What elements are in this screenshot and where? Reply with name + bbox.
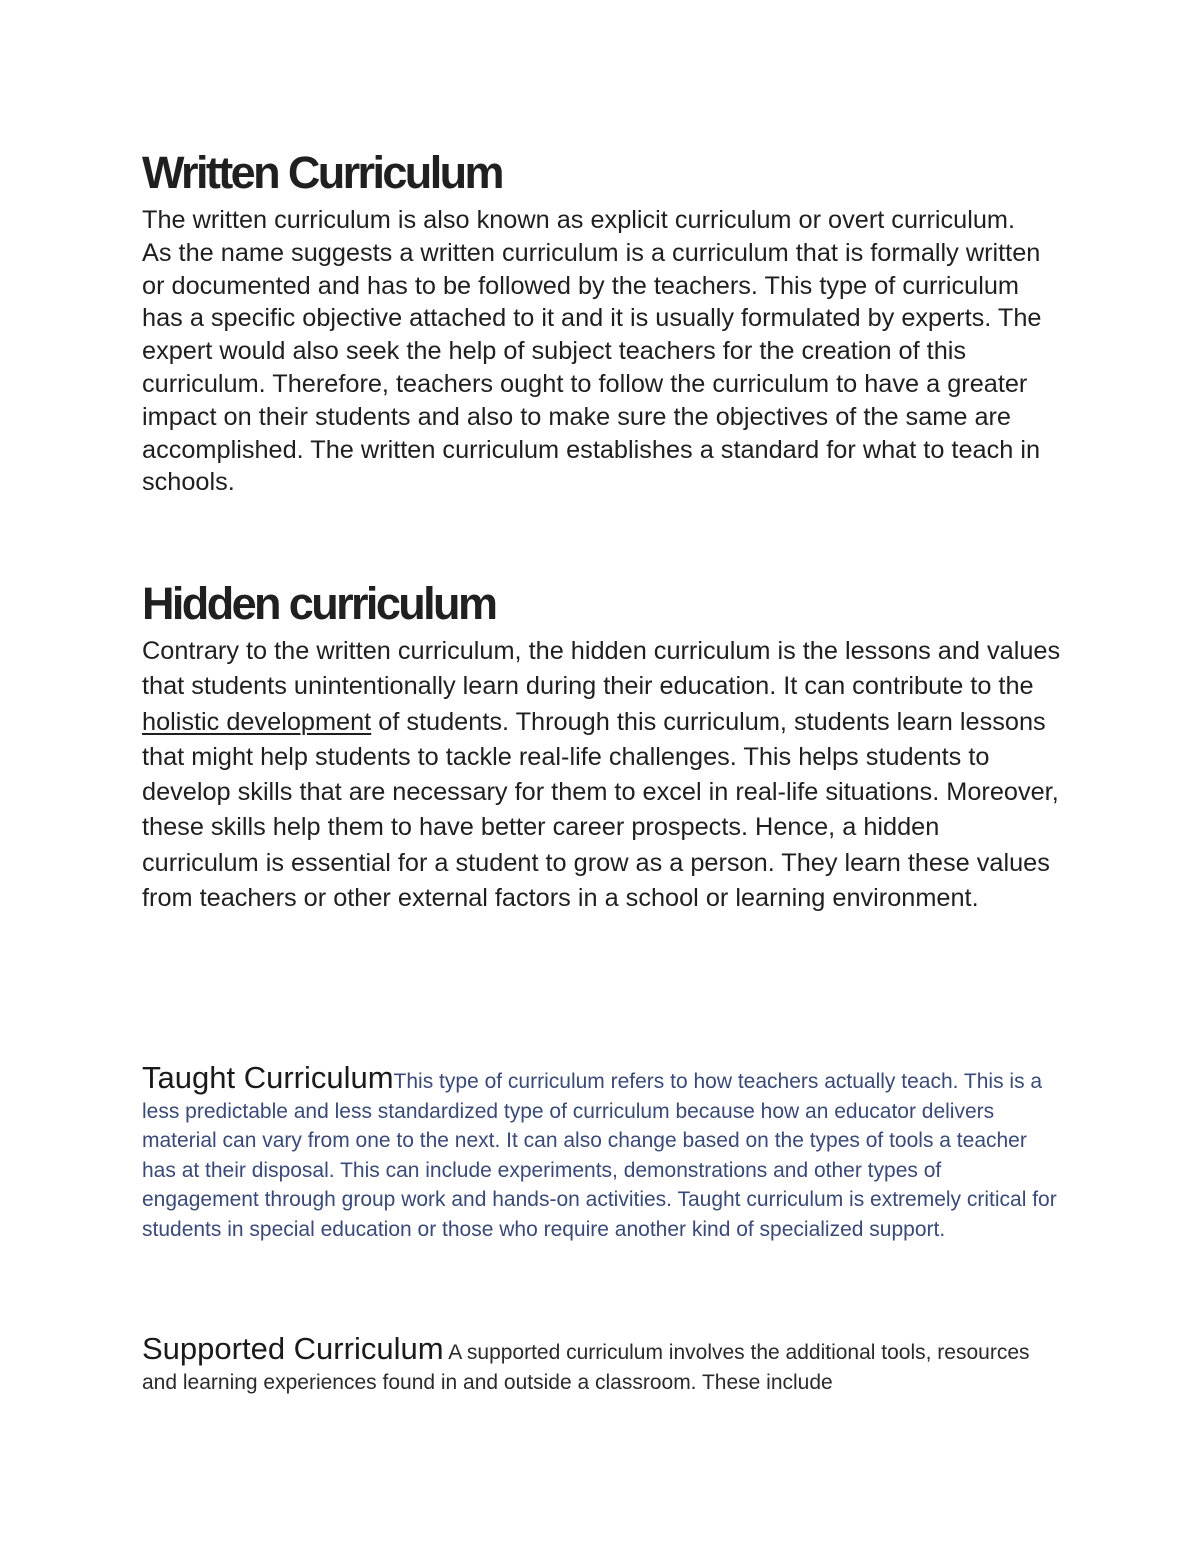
hidden-curriculum-paragraph <box>142 634 1062 916</box>
hidden-text-before-link: Contrary to the written curriculum, the hidden curriculum is the lessons and values that students unintentionally learn during their education. It can contribute to the <box>142 637 1061 701</box>
holistic-development-link[interactable]: holistic development <box>142 707 372 736</box>
taught-curriculum-text: This type of curriculum refers to how teachers actually teach. This is a less predictable and less standardized type of curriculum because how an educator delivers material can vary from one to the next. It can also change based on the types of tools a teacher has at their disposal. This can include experiments, demonstrations and other types of engagement through group work and hands-on activities. Taught curriculum is extremely critical for students in special education or those who require another kind of specialized support. <box>142 1070 1057 1241</box>
supported-curriculum-paragraph <box>142 1331 1062 1397</box>
taught-curriculum-paragraph <box>142 1060 1062 1245</box>
written-curriculum-paragraph: The written curriculum is also known as explicit curriculum or overt curriculum. As the name suggests a written curriculum is a curriculum that is formally written or documented and has to be followed by the teachers. This type of curriculum has a specific objective attached to it and it is usually formulated by experts. The expert would also seek the help of subject teachers for the creation of this curriculum. Therefore, teachers ought to follow the curriculum to have a greater impact on their students and also to make sure the objectives of the same are accomplished. The written curriculum establishes a standard for what to teach in schools. <box>142 206 1042 497</box>
written-curriculum-heading: Written Curriculum <box>142 147 502 198</box>
taught-curriculum-heading: Taught Curriculum <box>142 1060 394 1095</box>
hidden-text-after-link: of students. Through this curriculum, students learn lessons that might help students to tackle real-life challenges. This helps students to develop skills that are necessary for them to excel in real-life situations. Moreover, these skills help them to have better career prospects. Hence, a hidden curriculum is essential for a student to grow as a person. They learn these values from teachers or other external factors in a school or learning environment. <box>142 707 1059 913</box>
supported-curriculum-text: A supported curriculum involves the additional tools, resources and learning experiences found in and outside a classroom. These include <box>142 1341 1030 1394</box>
supported-curriculum-heading: Supported Curriculum <box>142 1331 444 1366</box>
hidden-curriculum-heading: Hidden curriculum <box>142 578 496 629</box>
